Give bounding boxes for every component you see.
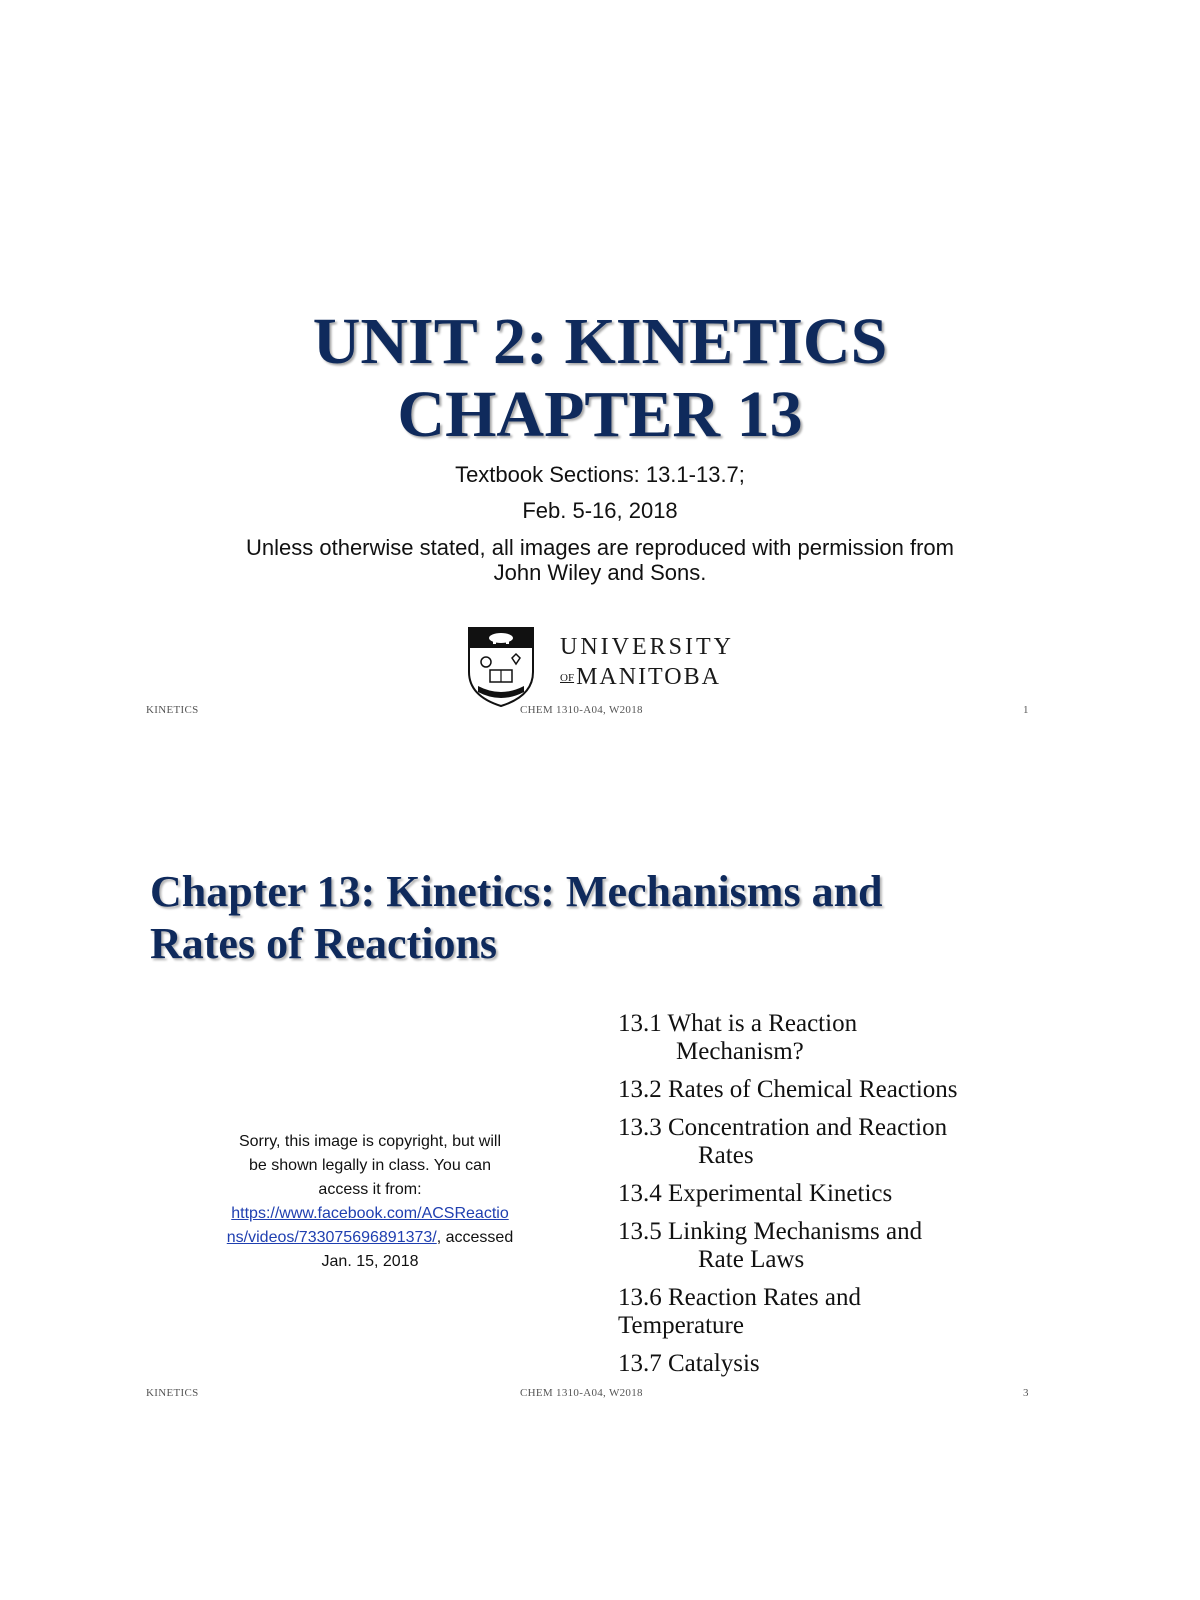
slide-title-line2: CHAPTER 13 xyxy=(397,378,803,451)
footer-left: KINETICS xyxy=(146,1387,199,1399)
note-accessed: , accessed xyxy=(436,1229,514,1246)
logo-of: OF xyxy=(560,672,575,685)
slide-title-line1: UNIT 2: KINETICS xyxy=(312,305,888,378)
section-item-label: 13.2 Rates of Chemical Reactions xyxy=(618,1076,958,1103)
slide-3 xyxy=(0,760,1200,1600)
section-item xyxy=(618,1284,1038,1340)
university-wordmark xyxy=(560,632,734,693)
footer-page-number: 1 xyxy=(1023,704,1029,716)
section-item-label: 13.3 Concentration and Reaction xyxy=(618,1114,948,1141)
section-item xyxy=(618,1218,1038,1274)
video-link-line1[interactable]: https://www.facebook.com/ACSReactio xyxy=(231,1205,509,1222)
note-line-1: Sorry, this image is copyright, but will xyxy=(238,1133,501,1150)
textbook-sections: Textbook Sections: 13.1-13.7; xyxy=(455,462,745,487)
section-list xyxy=(618,1010,1038,1388)
section-item-label-cont: Rates xyxy=(698,1142,754,1169)
copyright-notice xyxy=(200,1130,540,1274)
footer-page-number: 3 xyxy=(1023,1387,1029,1399)
footer-left: KINETICS xyxy=(146,704,199,716)
chapter-title-line2: Rates of Reactions xyxy=(150,919,498,968)
section-item-label: 13.4 Experimental Kinetics xyxy=(618,1180,893,1207)
university-crest-icon xyxy=(466,626,536,708)
credit-line-2: John Wiley and Sons. xyxy=(493,560,707,585)
date-range: Feb. 5-16, 2018 xyxy=(522,498,678,523)
note-date: Jan. 15, 2018 xyxy=(321,1253,419,1270)
section-item-label: 13.7 Catalysis xyxy=(618,1350,760,1377)
logo-manitoba: MANITOBA xyxy=(576,664,721,690)
footer-center: CHEM 1310-A04, W2018 xyxy=(520,704,643,716)
section-item xyxy=(618,1350,1038,1378)
section-item-label-cont: Mechanism? xyxy=(676,1038,804,1065)
section-item-label: 13.6 Reaction Rates and xyxy=(618,1284,861,1311)
footer-center: CHEM 1310-A04, W2018 xyxy=(520,1387,643,1399)
logo-university: UNIVERSITY xyxy=(560,634,734,660)
credit-line-1: Unless otherwise stated, all images are reproduced with permission from xyxy=(246,535,954,560)
chapter-title-line1: Chapter 13: Kinetics: Mechanisms and xyxy=(150,867,883,916)
section-item xyxy=(618,1180,1038,1208)
section-item-label: 13.5 Linking Mechanisms and xyxy=(618,1218,923,1245)
note-line-3: access it from: xyxy=(318,1181,422,1198)
note-line-2: be shown legally in class. You can xyxy=(249,1157,491,1174)
section-item xyxy=(618,1010,1038,1066)
section-item xyxy=(618,1076,1038,1104)
slide-1 xyxy=(0,0,1200,760)
section-item xyxy=(618,1114,1038,1170)
section-item-label: 13.1 What is a Reaction xyxy=(618,1010,858,1037)
section-item-label-cont: Rate Laws xyxy=(698,1246,805,1273)
logo-manitoba-row xyxy=(560,662,734,693)
video-link-line2[interactable]: ns/videos/733075696891373/ xyxy=(226,1229,437,1246)
university-logo xyxy=(466,626,746,708)
section-item-label-cont: Temperature xyxy=(618,1312,744,1339)
